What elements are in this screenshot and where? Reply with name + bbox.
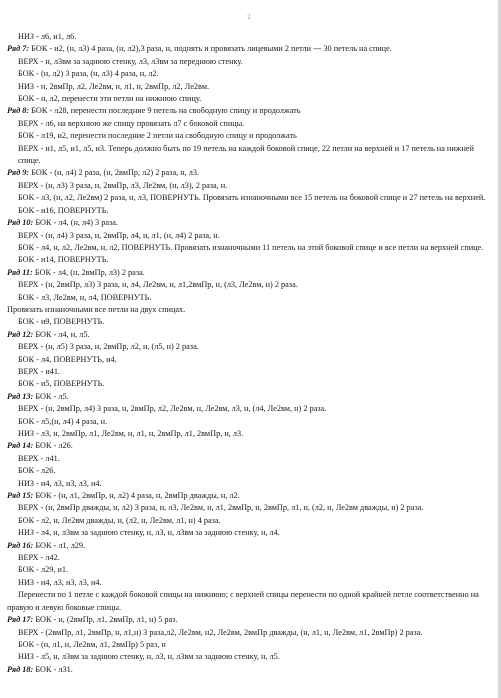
- instruction-line: [7, 502, 491, 514]
- instruction-text: ВЕРХ - (н, 2вмПр дважды, н, л2) 3 раза, н, л3, Ле2вм, н, л1, 2вмПр, н, 2вмПр, л1, н, (л2, н, Ле2вм дважды, н) 2 раза.: [18, 503, 424, 513]
- instruction-text: БОК - л26.: [18, 466, 56, 476]
- instruction-line: [7, 56, 491, 68]
- instruction-text: БОК - (н, л1, 2вмПр, н, л2) 4 раза, н, 2вмПр дважды, н, л2.: [35, 491, 240, 501]
- instruction-text: БОК - л4, ПОВЕРНУТЬ, и4.: [18, 354, 117, 364]
- instruction-line: [7, 68, 491, 80]
- instruction-text: БОК - л3, Ле2вм, н, л4, ПОВЕРНУТЬ.: [18, 292, 152, 302]
- instruction-line: [7, 416, 491, 428]
- row-heading-line: [7, 664, 491, 676]
- instruction-text: ВЕРХ - (2вмПр, л1, 2вмПр, н, л1,н) 3 раза,л2, Ле2вм, н2, Ле2вм, 2вмПр дважды, (н, л1, н, Ле2вм, л1, 2вмПр) 2 раза.: [18, 627, 423, 637]
- instruction-text: БОК - л1, л29.: [35, 540, 86, 550]
- instruction-line: [7, 254, 491, 266]
- row-label: Ряд 11:: [7, 267, 33, 277]
- instruction-line: [7, 378, 491, 390]
- instruction-text: БОК - л5,(н, л4) 4 раза, н.: [18, 416, 108, 426]
- instruction-text: Провязать изнаночными все петли на двух спицах.: [7, 304, 186, 314]
- instruction-text: ВЕРХ - (н, 2вмПр, л3) 3 раза, н, л4, Ле2вм, н, л1,2вмПр, н, (л3, Ле2вм, н) 2 раза.: [18, 280, 298, 290]
- row-heading-line: [7, 614, 491, 626]
- instruction-line: [7, 552, 491, 564]
- row-label: Ряд 12:: [7, 329, 34, 339]
- instruction-text: БОК - (н, л4) 2 раза, (н, 2вмПр, л2) 2 раза, н, л3.: [31, 168, 200, 178]
- instruction-text: Перенести по 1 петле с каждой боковой спицы на нижнюю; с верхней спицы перенести по одной крайней петле соответственно на правую и левую боковые спицы.: [7, 590, 479, 612]
- instruction-text: НИЗ - л6, и1, л6.: [18, 32, 77, 41]
- row-heading-line: [7, 540, 491, 552]
- instruction-line: [7, 341, 491, 353]
- instruction-line: [7, 577, 491, 589]
- instruction-line: [7, 354, 491, 366]
- instruction-text: БОК - и9, ПОВЕРНУТЬ.: [18, 317, 105, 327]
- instruction-text: БОК - л4, (н, 2вмПр, л3) 2 раза.: [34, 267, 145, 277]
- instruction-text: ВЕРХ - н, л3вм за заднюю стенку, л3, л3вм за переднюю стенку.: [18, 56, 243, 66]
- instruction-line: [7, 192, 491, 204]
- instruction-line: [7, 478, 491, 490]
- instruction-text: БОК - н, л2, перенести эти петли на нижнюю спицу.: [18, 94, 202, 104]
- instruction-line: [7, 403, 491, 415]
- instruction-text: ВЕРХ - и41.: [18, 366, 61, 376]
- instruction-text: БОК - л28, перенести последние 9 петель на свободную спицу и продолжать: [31, 106, 301, 116]
- instruction-line: [7, 453, 491, 465]
- row-heading-line: [7, 440, 491, 452]
- instruction-text: БОК - л31.: [35, 664, 73, 674]
- instruction-text: НИЗ - н, 2вмПр, л2, Ле2вм, н, л1, н, 2вмПр, л2, Ле2вм.: [18, 81, 210, 91]
- instruction-line: [7, 627, 491, 639]
- instruction-text: ВЕРХ - (н, л5) 3 раза, н, 2вмПр, л2, н, (л5, н) 2 раза.: [18, 342, 199, 352]
- instruction-text: ВЕРХ - л41.: [18, 453, 60, 463]
- row-heading-line: [7, 391, 491, 403]
- instruction-line: [7, 230, 491, 242]
- instruction-line: [7, 589, 491, 614]
- row-label: Ряд 14:: [7, 441, 34, 451]
- row-heading-line: [7, 217, 491, 229]
- instruction-text: БОК - л4, (н, л4) 3 раза.: [35, 218, 118, 228]
- instruction-line: [7, 304, 491, 316]
- row-heading-line: [7, 105, 491, 117]
- instruction-text: НИЗ - и4, л3, и3, л3, и4.: [18, 577, 102, 587]
- row-label: Ряд 13:: [7, 391, 34, 401]
- row-label: Ряд 9:: [7, 168, 30, 178]
- instruction-text: БОК - л5.: [35, 391, 69, 401]
- instruction-text: БОК - (н, л2) 3 раза, (н, л3) 4 раза, н, л2.: [18, 69, 159, 79]
- row-label: Ряд 8:: [7, 106, 30, 116]
- instruction-text: БОК - н, (2вмПр, л1, 2вмПр, л1, н) 5 раз.: [35, 615, 178, 625]
- instruction-line: [7, 242, 491, 254]
- instruction-text: БОК - л4, н, л5.: [35, 329, 90, 339]
- instruction-line: [7, 130, 491, 142]
- instruction-line: [7, 639, 491, 651]
- instruction-text: НИЗ - л3, н, 2вмПр, л1, Ле2вм, н, л1, н, 2вмПр, л1, 2вмПр, н, л3.: [18, 429, 244, 438]
- instruction-text: БОК - и14, ПОВЕРНУТЬ.: [18, 255, 109, 265]
- instruction-line: [7, 31, 491, 43]
- page-number: 2: [247, 13, 251, 21]
- instruction-line: [7, 651, 491, 663]
- instruction-line: [7, 428, 491, 440]
- instruction-text: БОК - л19, и2, перенести последние 2 петли на свободную спицу и продолжать: [18, 131, 297, 141]
- instruction-line: [7, 316, 491, 328]
- instruction-text: БОК - и16, ПОВЕРНУТЬ.: [18, 205, 109, 215]
- instruction-line: [7, 527, 491, 539]
- instruction-line: [7, 143, 491, 168]
- instruction-text: БОК - (н, л1, н, Ле2вм, л1, 2вмПр) 5 раз, н: [18, 639, 166, 649]
- instruction-line: [7, 205, 491, 217]
- row-heading-line: [7, 267, 491, 279]
- instruction-text: ВЕРХ - (н, 2вмПр, л4) 3 раза, н, 2вмПр, л2, Ле2вм, н, Ле2вм, л3, н, (л4, Ле2вм, н) 2 раза.: [18, 404, 327, 414]
- instruction-line: [7, 180, 491, 192]
- row-heading-line: [7, 329, 491, 341]
- row-label: Ряд 10:: [7, 218, 34, 228]
- instruction-text: БОК - л26.: [35, 441, 73, 451]
- row-label: Ряд 15:: [7, 491, 34, 501]
- row-label: Ряд 16:: [7, 540, 34, 550]
- instruction-text: ВЕРХ - и1, л5, и1, л5, и3. Теперь должно быть по 19 петель на каждой боковой спице, 22 петли на верхней и 17 петель на нижней спице.: [18, 143, 474, 166]
- row-heading-line: [7, 43, 491, 55]
- instruction-text: ВЕРХ - (н, л3) 3 раза, н, 2вмПр, л3, Ле2вм, (н, л3), 2 раза, н.: [18, 180, 228, 190]
- instruction-line: [7, 366, 491, 378]
- instruction-line: [7, 279, 491, 291]
- instruction-text: ВЕРХ - л6, на верхнюю же спицу провязать л7 с боковой спицы.: [18, 118, 245, 128]
- knitting-instructions: [7, 31, 491, 676]
- instruction-text: ВЕРХ - (н, л4) 3 раза, н, 2вмПр, л4, н, л1, (н, л4) 2 раза, н.: [18, 230, 220, 240]
- instruction-line: [7, 118, 491, 130]
- instruction-line: [7, 292, 491, 304]
- instruction-text: БОК - л2, н, Ле2вм дважды, н, (л2, н, Ле2вм, л1, н) 4 раза.: [18, 515, 221, 525]
- instruction-text: БОК - л29, и1.: [18, 565, 69, 575]
- instruction-line: [7, 81, 491, 93]
- row-heading-line: [7, 167, 491, 179]
- instruction-text: НИЗ - л4, н, л3вм за заднюю стенку, н, л3, н, л3вм за заднюю стенку, н, л4.: [18, 528, 280, 538]
- row-label: Ряд 17:: [7, 615, 34, 625]
- instruction-text: БОК - и5, ПОВЕРНУТЬ.: [18, 379, 105, 389]
- instruction-line: [7, 93, 491, 105]
- instruction-line: [7, 515, 491, 527]
- instruction-text: ВЕРХ - л42.: [18, 553, 60, 563]
- instruction-text: БОК - л4, н, л2, Ле2вм, н, л2, ПОВЕРНУТЬ. Провязать изнаночными 11 петель на этой боковой спице и все петли на верхней спице.: [18, 242, 484, 252]
- row-heading-line: [7, 490, 491, 502]
- row-label: Ряд 18:: [7, 664, 34, 674]
- instruction-line: [7, 465, 491, 477]
- instruction-text: БОК - и2, (н, л3) 4 раза, (н, л2),3 раза, н, поднять и провязать лицевыми 2 петли --- 30 петель на спице.: [31, 44, 392, 54]
- instruction-text: НИЗ - л5, н, л3вм за заднюю стенку, н, л3, н, л3вм за заднюю стенку, н, л5.: [18, 652, 280, 662]
- row-label: Ряд 7:: [7, 44, 30, 54]
- instruction-text: НИЗ - и4, л3, и3, л3, и4.: [18, 478, 102, 488]
- instruction-text: БОК - л3, (н, л2, Ле2вм) 2 раза, н, л3, ПОВЕРНУТЬ. Провязать изнаночными все 15 петель на боковой спице и 27 петель на верхней.: [18, 193, 486, 203]
- instruction-line: [7, 564, 491, 576]
